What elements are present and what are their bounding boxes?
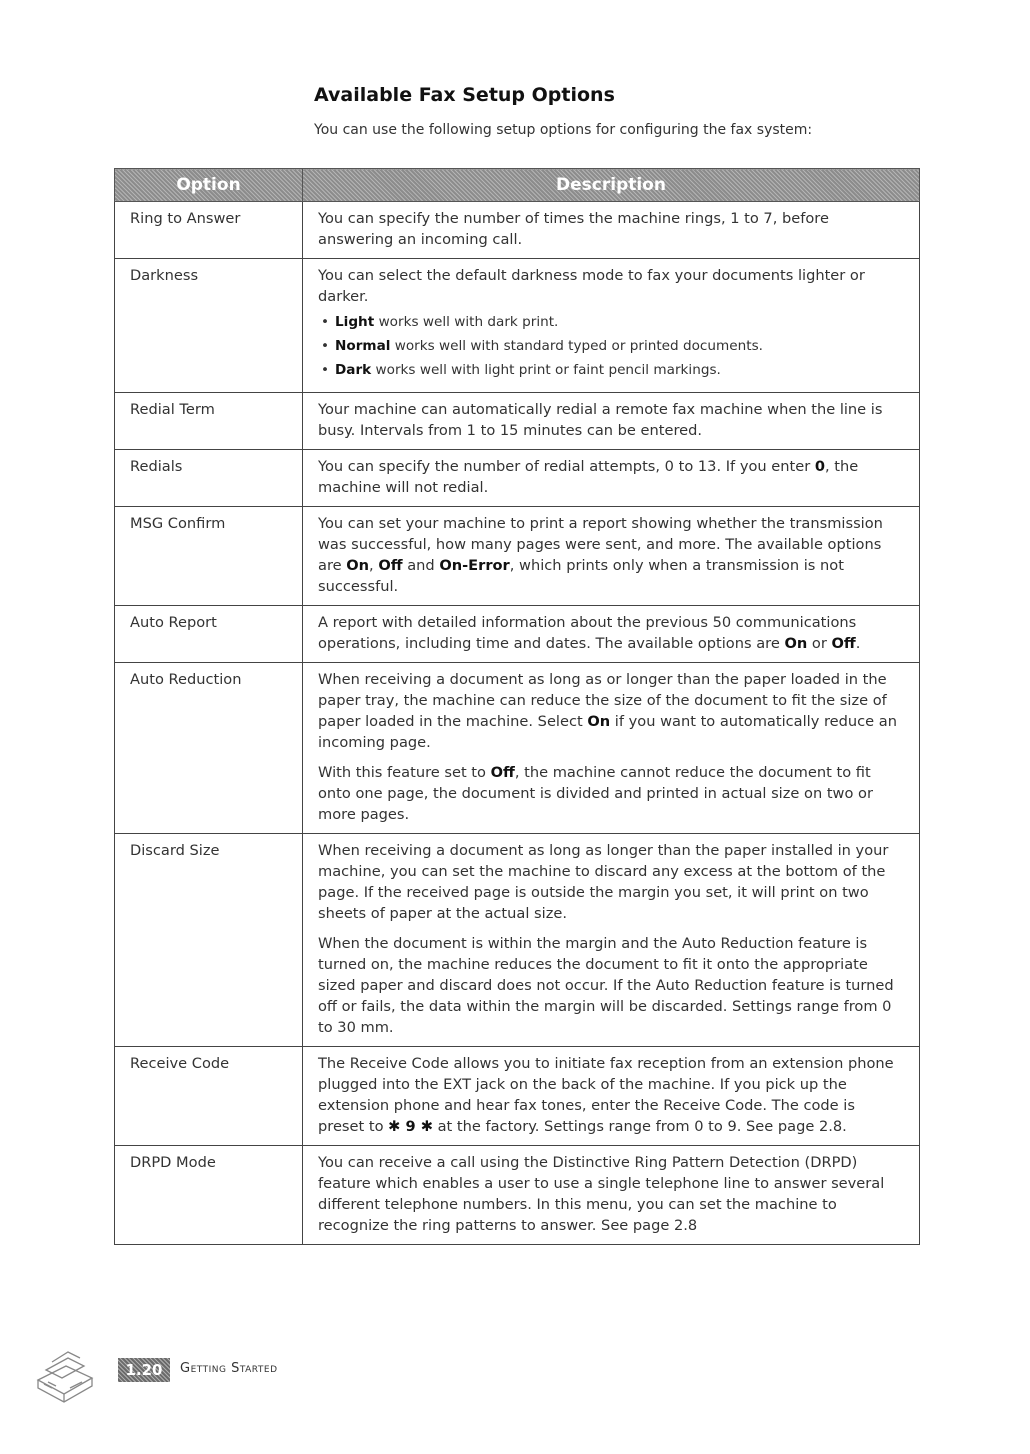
bullet-icon: • (321, 362, 330, 378)
option-description: The Receive Code allows you to initiate fax reception from an extension phone plugged into the EXT jack on the back of the machine. If you pick up the extension phone and hear fax tones, enter the Receive Code. The code is preset to ✱ 9 ✱ at the factory. Settings range from 0 to 9. See page 2.8. (303, 1047, 920, 1146)
receive-code-value: ✱ 9 ✱ (388, 1118, 433, 1135)
table-row (115, 1146, 920, 1245)
option-description (303, 834, 920, 1047)
header-description: Description (303, 169, 920, 202)
option-description (303, 259, 920, 393)
table-row (115, 450, 920, 507)
header-option: Option (115, 169, 303, 202)
table-row (115, 663, 920, 834)
option-name: Darkness (115, 259, 303, 393)
option-name: Auto Report (115, 606, 303, 663)
option-description: You can receive a call using the Distinctive Ring Pattern Detection (DRPD) feature which enables a user to use a single telephone line to answer several different telephone numbers. In this menu, you can set the machine to recognize the ring patterns to answer. See page 2.8 (303, 1146, 920, 1245)
option-name: Ring to Answer (115, 202, 303, 259)
table-row (115, 507, 920, 606)
option-description: You can specify the number of redial attempts, 0 to 13. If you enter 0, the machine will not redial. (303, 450, 920, 507)
bullet-icon: • (321, 314, 330, 330)
option-name: Redial Term (115, 393, 303, 450)
chapter-title: Getting Started (180, 1361, 278, 1376)
option-name: Auto Reduction (115, 663, 303, 834)
description-text: You can select the default darkness mode to fax your documents lighter or darker. (318, 267, 865, 305)
table-row (115, 606, 920, 663)
option-description: You can set your machine to print a report showing whether the transmission was successful, how many pages were sent, and more. The available options are On, Off and On-Error, which prints only when a transmission is not successful. (303, 507, 920, 606)
table-row (115, 259, 920, 393)
fax-machine-logo-icon (30, 1340, 100, 1408)
table-row (115, 393, 920, 450)
option-name: MSG Confirm (115, 507, 303, 606)
description-paragraph: When the document is within the margin and the Auto Reduction feature is turned on, the machine reduces the document to fit it onto the appropriate sized paper and discard does not occur. If the Auto Reduction feature is turned off or fails, the data within the margin will be discarded. Settings range from 0 to 30 mm. (318, 935, 894, 1036)
option-name: Receive Code (115, 1047, 303, 1146)
option-name: DRPD Mode (115, 1146, 303, 1245)
description-paragraph: When receiving a document as long as or longer than the paper loaded in the paper tray, the machine can reduce the size of the document to fit the size of paper loaded in the machine. Select On if you want to automatically reduce an incoming page. (318, 671, 897, 751)
list-item: • Normal works well with standard typed or printed documents. (318, 336, 905, 357)
description-paragraph: With this feature set to Off, the machine cannot reduce the document to fit onto one page, the document is divided and printed in actual size on two or more pages. (318, 764, 873, 823)
page-title: Available Fax Setup Options (314, 84, 615, 106)
table-row (115, 1047, 920, 1146)
option-description: A report with detailed information about the previous 50 communications operations, including time and dates. The available options are On or Off. (303, 606, 920, 663)
intro-text: You can use the following setup options for configuring the fax system: (314, 122, 813, 138)
description-paragraph: When receiving a document as long as longer than the paper installed in your machine, you can set the machine to discard any excess at the bottom of the page. If the received page is outside the margin you set, it will print on two sheets of paper at the actual size. (318, 842, 889, 922)
table-header-row (115, 169, 920, 202)
option-name: Redials (115, 450, 303, 507)
page-number-badge: 1.20 (118, 1358, 170, 1382)
bullet-icon: • (321, 338, 330, 354)
list-item: • Dark works well with light print or faint pencil markings. (318, 360, 905, 381)
option-description: You can specify the number of times the machine rings, 1 to 7, before answering an incoming call. (303, 202, 920, 259)
list-item: • Light works well with dark print. (318, 312, 905, 333)
option-description (303, 663, 920, 834)
table-row (115, 834, 920, 1047)
fax-options-table (114, 168, 920, 1245)
darkness-modes-list (318, 312, 905, 381)
option-description: Your machine can automatically redial a remote fax machine when the line is busy. Intervals from 1 to 15 minutes can be entered. (303, 393, 920, 450)
option-name: Discard Size (115, 834, 303, 1047)
table-row (115, 202, 920, 259)
